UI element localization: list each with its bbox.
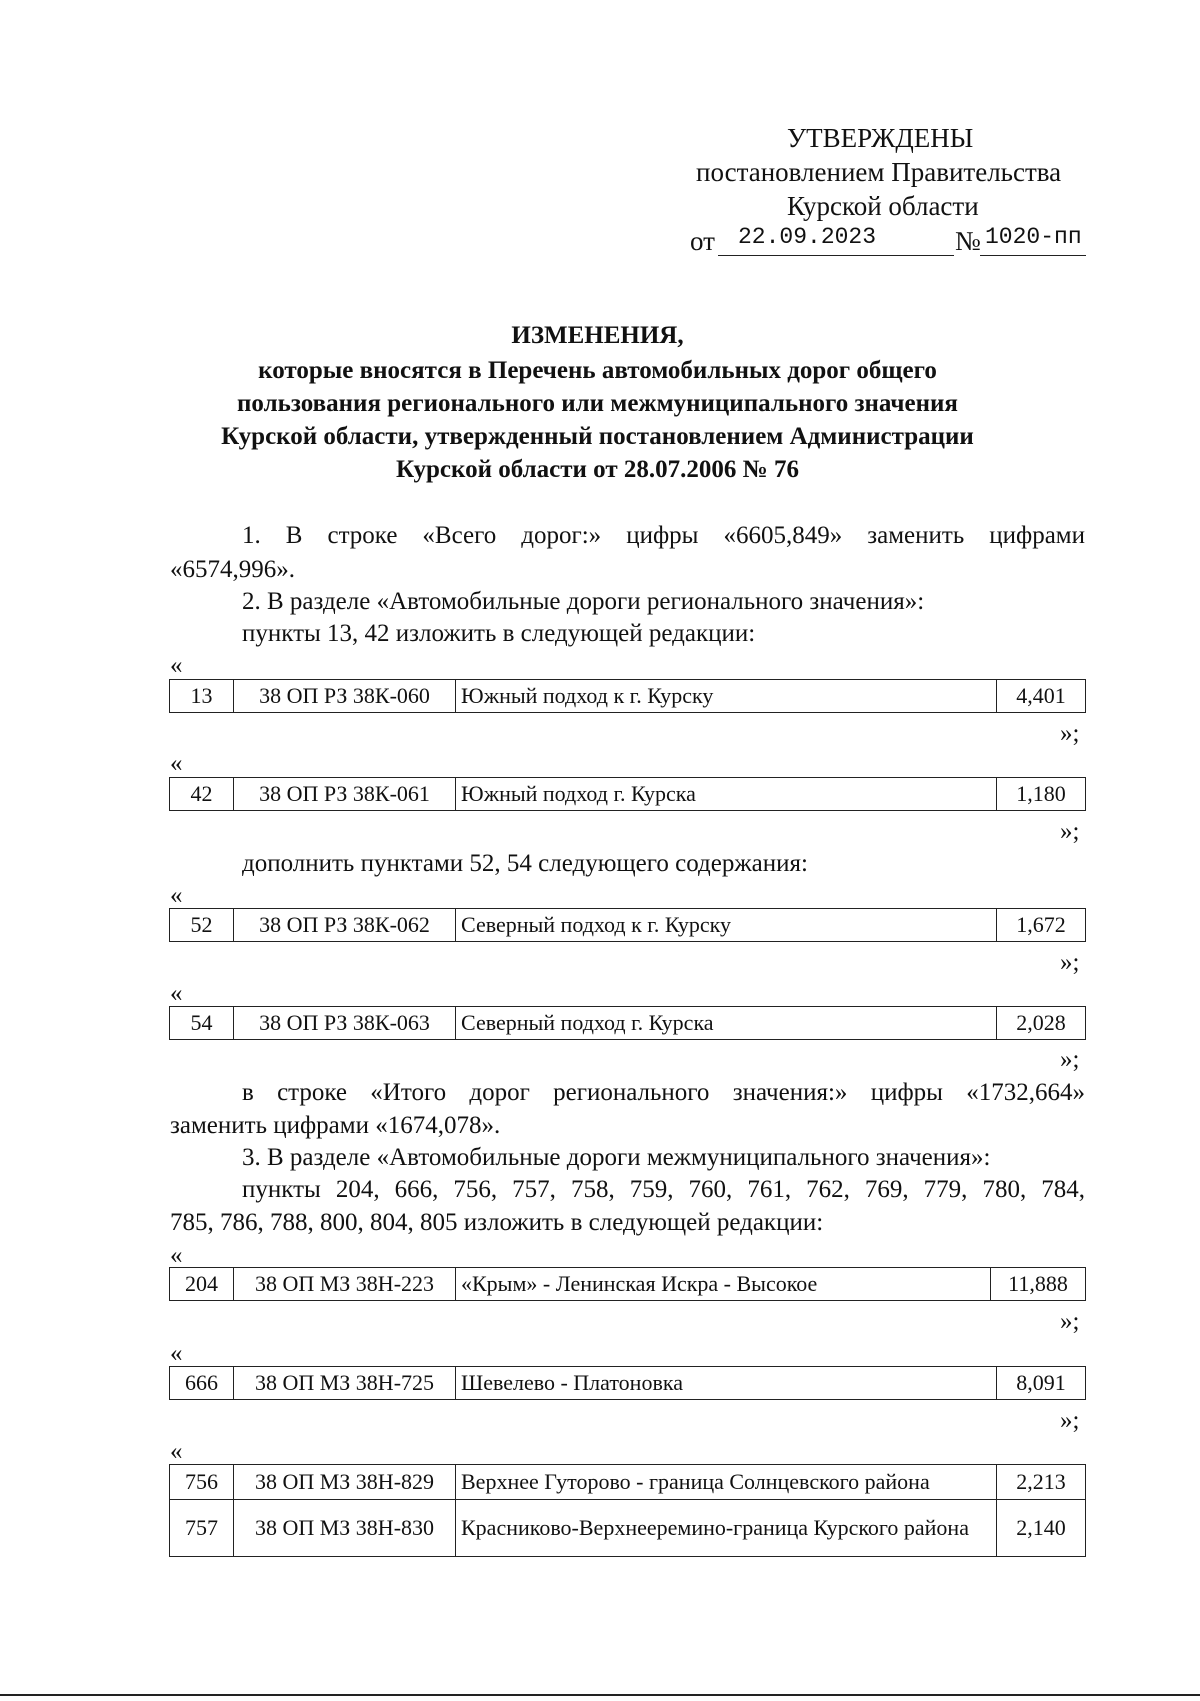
road-number: 204 — [170, 1268, 234, 1301]
road-table-756-757 — [169, 1464, 1086, 1557]
document-title: ИЗМЕНЕНИЯ, — [511, 322, 684, 349]
road-code: 38 ОП МЗ 38Н-829 — [234, 1465, 456, 1500]
heading-line-3: Курской области, утвержденный постановлением Администрации — [221, 423, 974, 450]
paragraph-total-line-1: в строке «Итого дорог регионального значения:» цифры «1732,664» — [242, 1079, 1085, 1106]
quote-close: »; — [1060, 1046, 1080, 1073]
approval-title: УТВЕРЖДЕНЫ — [787, 123, 974, 153]
road-number: 666 — [170, 1367, 234, 1400]
road-code: 38 ОП МЗ 38Н-223 — [234, 1268, 456, 1301]
road-length: 4,401 — [997, 680, 1086, 713]
road-name: Шевелево - Платоновка — [456, 1367, 997, 1400]
approval-line-1: постановлением Правительства — [696, 157, 1062, 187]
quote-close: »; — [1060, 818, 1080, 845]
paragraph-2: 2. В разделе «Автомобильные дороги регионального значения»: — [242, 588, 925, 615]
road-table-13 — [169, 679, 1086, 713]
road-length: 2,213 — [997, 1465, 1086, 1500]
quote-close: »; — [1060, 1308, 1080, 1335]
approval-number-sign: № — [955, 226, 981, 256]
paragraph-2-sub: пункты 13, 42 изложить в следующей редакции: — [242, 620, 756, 647]
road-number: 13 — [170, 680, 234, 713]
table-row — [170, 1500, 1086, 1557]
road-name: Красниково-Верхнееремино-граница Курского района — [456, 1500, 997, 1557]
road-length: 1,180 — [997, 778, 1086, 811]
road-table-666 — [169, 1366, 1086, 1400]
table-row — [170, 1007, 1086, 1040]
road-number: 756 — [170, 1465, 234, 1500]
quote-open: « — [170, 750, 183, 777]
quote-open: « — [170, 1438, 183, 1465]
paragraph-1-line-2: «6574,996». — [170, 556, 295, 583]
road-length: 8,091 — [997, 1367, 1086, 1400]
road-length: 11,888 — [991, 1268, 1086, 1301]
quote-open: « — [170, 652, 183, 679]
road-number: 757 — [170, 1500, 234, 1557]
road-name: «Крым» - Ленинская Искра - Высокое — [456, 1268, 991, 1301]
heading-line-4: Курской области от 28.07.2006 № 76 — [396, 456, 799, 483]
road-name: Южный подход г. Курска — [456, 778, 997, 811]
road-table-204 — [169, 1267, 1086, 1301]
table-row — [170, 1465, 1086, 1500]
road-length: 1,672 — [997, 909, 1086, 942]
road-table-42 — [169, 777, 1086, 811]
table-row — [170, 778, 1086, 811]
table-row — [170, 680, 1086, 713]
road-code: 38 ОП МЗ 38Н-830 — [234, 1500, 456, 1557]
road-name: Северный подход к г. Курску — [456, 909, 997, 942]
table-row — [170, 909, 1086, 942]
road-number: 42 — [170, 778, 234, 811]
quote-open: « — [170, 1340, 183, 1367]
road-name: Южный подход к г. Курску — [456, 680, 997, 713]
road-number: 52 — [170, 909, 234, 942]
road-code: 38 ОП РЗ 38К-060 — [234, 680, 456, 713]
road-table-52 — [169, 908, 1086, 942]
approval-date-prefix: от — [690, 226, 715, 256]
approval-line-2: Курской области — [787, 191, 979, 221]
road-number: 54 — [170, 1007, 234, 1040]
paragraph-1-line-1: 1. В строке «Всего дорог:» цифры «6605,849» заменить цифрами — [242, 522, 1085, 549]
quote-close: »; — [1060, 1407, 1080, 1434]
quote-open: « — [170, 1242, 183, 1269]
paragraph-3-sub-line-1: пункты 204, 666, 756, 757, 758, 759, 760, 761, 762, 769, 779, 780, 784, — [242, 1176, 1085, 1203]
table-row — [170, 1367, 1086, 1400]
road-code: 38 ОП РЗ 38К-063 — [234, 1007, 456, 1040]
table-row — [170, 1268, 1086, 1301]
number-underline — [980, 255, 1086, 256]
paragraph-3: 3. В разделе «Автомобильные дороги межмуниципального значения»: — [242, 1144, 991, 1171]
road-code: 38 ОП МЗ 38Н-725 — [234, 1367, 456, 1400]
quote-close: »; — [1060, 720, 1080, 747]
road-table-54 — [169, 1006, 1086, 1040]
paragraph-add: дополнить пунктами 52, 54 следующего содержания: — [242, 850, 808, 877]
road-code: 38 ОП РЗ 38К-062 — [234, 909, 456, 942]
date-underline — [718, 255, 954, 256]
heading-line-2: пользования регионального или межмуниципального значения — [237, 390, 958, 417]
quote-close: »; — [1060, 949, 1080, 976]
road-code: 38 ОП РЗ 38К-061 — [234, 778, 456, 811]
paragraph-3-sub-line-2: 785, 786, 788, 800, 804, 805 изложить в следующей редакции: — [170, 1209, 824, 1236]
heading-line-1: которые вносятся в Перечень автомобильных дорог общего — [258, 357, 937, 384]
paragraph-total-line-2: заменить цифрами «1674,078». — [170, 1112, 501, 1139]
road-length: 2,140 — [997, 1500, 1086, 1557]
quote-open: « — [170, 882, 183, 909]
road-name: Северный подход г. Курска — [456, 1007, 997, 1040]
scan-edge-line — [0, 1694, 1200, 1696]
approval-date: 22.09.2023 — [738, 224, 877, 250]
approval-number: 1020-пп — [985, 224, 1082, 250]
quote-open: « — [170, 980, 183, 1007]
road-name: Верхнее Гуторово - граница Солнцевского района — [456, 1465, 997, 1500]
road-length: 2,028 — [997, 1007, 1086, 1040]
